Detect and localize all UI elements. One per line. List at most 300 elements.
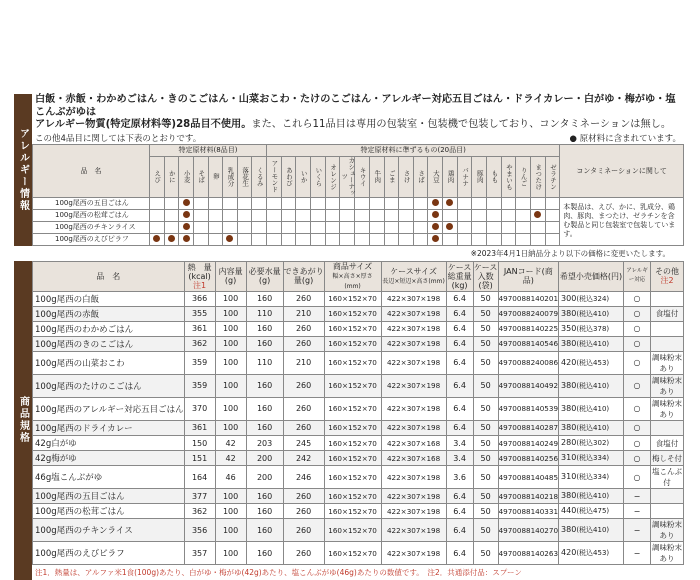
price-tax: (税込334) [576,454,609,462]
cell-price [559,336,624,351]
cell-price [559,519,624,542]
allergen-cell [208,221,223,233]
table-row [33,435,684,450]
cell-jan: 4970088140539 [498,397,558,420]
allergen-cell [472,233,487,245]
allergen-cell [311,209,326,221]
contains-dot-icon [446,199,453,206]
allergen-cell [296,233,311,245]
allergen-cell [413,197,428,209]
cell-net: 100 [215,321,246,336]
cell-net: 100 [215,420,246,435]
product-name: 42g梅がゆ [33,451,185,466]
cell-case: 422×307×198 [381,504,446,519]
table-row [33,336,684,351]
allergen-header: 落花生 [237,156,252,197]
price-tax: (税込453) [576,359,609,367]
table-row [33,504,684,519]
allergen-cell [545,197,560,209]
price-value: 380 [561,491,576,500]
cell-water: 160 [246,489,283,504]
cell-price [559,351,624,374]
contains-dot-icon [432,235,439,242]
cell-jan: 4970088140331 [498,504,558,519]
cell-kcal: 150 [184,435,215,450]
cell-net: 46 [215,466,246,489]
contains-dot-icon [432,223,439,230]
table-row [33,420,684,435]
cell-alg: ○ [624,420,651,435]
cell-net: 100 [215,519,246,542]
cell-kcal: 377 [184,489,215,504]
cell-water: 200 [246,466,283,489]
cell-water: 203 [246,435,283,450]
allergen-header: カシューナッツ [340,156,355,197]
cell-weight: 6.4 [446,519,473,542]
allergen-header: あわび [281,156,296,197]
allergen-cell [369,233,384,245]
allergen-cell [149,209,164,221]
cell-price [559,451,624,466]
allergen-cell [193,209,208,221]
price-tax: (税込453) [576,549,609,557]
allergen-cell [281,221,296,233]
allergen-cell [399,233,414,245]
cell-net: 100 [215,542,246,565]
cell-alg: ○ [624,351,651,374]
table-row [33,306,684,321]
cell-other: 食塩付 [651,306,684,321]
allergen-cell [179,233,194,245]
cell-kcal: 370 [184,397,215,420]
price-value: 380 [561,309,576,318]
cell-price [559,374,624,397]
cell-alg: ○ [624,291,651,306]
cell-case: 422×307×168 [381,451,446,466]
cell-done: 260 [283,321,324,336]
cell-net: 100 [215,374,246,397]
allergen-cell [252,233,267,245]
allergen-header: バナナ [457,156,472,197]
cell-qty: 50 [473,321,498,336]
price-tax: (税込334) [576,473,609,481]
allergen-cell [252,221,267,233]
allergen-cell [164,221,179,233]
price-value: 280 [561,438,576,447]
cell-price [559,321,624,336]
cell-weight: 6.4 [446,397,473,420]
cell-other: 食塩付 [651,435,684,450]
cell-case: 422×307×198 [381,466,446,489]
cell-price [559,397,624,420]
allergen-header: りんご [516,156,531,197]
allergen-cell [369,209,384,221]
cell-kcal: 359 [184,374,215,397]
cell-jan: 4970088140225 [498,321,558,336]
cell-other: 調味粉末あり [651,374,684,397]
table-row [33,291,684,306]
allergen-cell [325,209,340,221]
cell-kcal: 361 [184,420,215,435]
cell-case: 422×307×198 [381,489,446,504]
allergen-cell [384,233,399,245]
allergen-cell [501,197,516,209]
cell-jan: 4970088140546 [498,336,558,351]
cell-qty: 50 [473,542,498,565]
allergen-cell [457,209,472,221]
allergen-cell [355,197,370,209]
allergen-cell [501,233,516,245]
cell-done: 260 [283,397,324,420]
cell-net: 100 [215,397,246,420]
cell-weight: 3.4 [446,451,473,466]
cell-alg: − [624,504,651,519]
product-name: 100g尾西のきのこごはん [33,336,185,351]
price-tax: (税込475) [576,507,609,515]
product-name: 100g尾西の山菜おこわ [33,351,185,374]
cell-water: 110 [246,306,283,321]
table-row [33,519,684,542]
cell-kcal: 355 [184,306,215,321]
cell-size: 160×152×70 [324,489,381,504]
col-water: 必要水量(g) [246,261,283,291]
allergen-cell [311,233,326,245]
allergy-col-name: 品 名 [33,144,150,197]
allergen-cell [296,197,311,209]
allergy-section-label: アレルギー情報 [14,94,32,246]
cell-kcal: 362 [184,504,215,519]
products-section [14,261,684,580]
cell-case: 422×307×198 [381,519,446,542]
allergen-cell [355,209,370,221]
allergen-header: 牛肉 [369,156,384,197]
allergen-cell [281,209,296,221]
cell-qty: 50 [473,435,498,450]
cell-alg: ○ [624,466,651,489]
col-qty: ケース入数(袋) [473,261,498,291]
cell-other [651,336,684,351]
cell-size: 160×152×70 [324,336,381,351]
allergen-cell [267,197,282,209]
col-other: その他 注2 [651,261,684,291]
allergen-header: まつたけ [530,156,545,197]
cell-jan: 4970088140218 [498,489,558,504]
allergen-header: 乳成分 [223,156,238,197]
product-name: 46g塩こんぶがゆ [33,466,185,489]
allergen-cell [443,197,458,209]
price-tax: (税込302) [576,439,609,447]
allergen-header: かに [164,156,179,197]
cell-other: 調味粉末あり [651,351,684,374]
cell-price [559,306,624,321]
allergy-row [33,197,684,209]
cell-weight: 6.4 [446,489,473,504]
allergen-cell [193,233,208,245]
table-row [33,321,684,336]
cell-water: 160 [246,519,283,542]
intro-bold: 白飯・赤飯・わかめごはん・きのこごはん・山菜おこわ・たけのこごはん・アレルギー対応五目ごはん・ドライカレー・白がゆ・梅がゆ・塩こんぶがゆは [35,94,676,118]
cell-other: 調味粉末あり [651,519,684,542]
price-value: 350 [561,324,576,333]
allergy-row-name: 100g尾西の五目ごはん [33,197,150,209]
table-row [33,374,684,397]
allergen-cell [340,233,355,245]
allergen-cell [487,221,502,233]
allergen-cell [237,221,252,233]
allergen-cell [208,209,223,221]
allergen-header: いか [296,156,311,197]
cell-jan: 4970088140263 [498,542,558,565]
cell-weight: 6.4 [446,321,473,336]
allergen-cell [223,209,238,221]
cell-price [559,466,624,489]
allergen-cell [413,233,428,245]
cell-size: 160×152×70 [324,542,381,565]
allergen-header: アーモンド [267,156,282,197]
allergen-header: 小麦 [179,156,194,197]
col-size: 商品サイズ 幅×高さ×厚さ(mm) [324,261,381,291]
product-name: 100g尾西の五目ごはん [33,489,185,504]
price-value: 380 [561,339,576,348]
cell-kcal: 359 [184,351,215,374]
cell-other: 梅しそ付 [651,451,684,466]
cell-size: 160×152×70 [324,451,381,466]
cell-jan: 4970088140201 [498,291,558,306]
allergen-cell [208,197,223,209]
allergen-header: さけ [399,156,414,197]
contains-dot-icon [153,235,160,242]
intro-normal: また、これら11品目は専用の包装室・包装機で包装しており、コンタミネーションは無し。 [251,119,671,130]
contains-dot-icon [534,211,541,218]
allergen-cell [516,233,531,245]
intro-other: この他4品目に関しては下表のとおりです。 [35,132,201,144]
price-value: 440 [561,506,576,515]
cell-other [651,291,684,306]
allergen-cell [428,233,443,245]
allergen-header: 鶏肉 [443,156,458,197]
cell-done: 242 [283,451,324,466]
allergen-cell [252,209,267,221]
product-name: 100g尾西のえびピラフ [33,542,185,565]
allergen-cell [457,221,472,233]
cell-other: 調味粉末あり [651,397,684,420]
cell-weight: 3.6 [446,466,473,489]
allergen-cell [428,221,443,233]
cell-qty: 50 [473,374,498,397]
contains-dot-icon [183,235,190,242]
allergen-cell [179,197,194,209]
products-section-label: 商品規格 [14,261,32,580]
product-name: 100g尾西のチキンライス [33,519,185,542]
col-name: 品 名 [33,261,185,291]
cell-weight: 6.4 [446,351,473,374]
cell-net: 42 [215,451,246,466]
cell-size: 160×152×70 [324,321,381,336]
cell-size: 160×152×70 [324,504,381,519]
table-row [33,489,684,504]
cell-weight: 6.4 [446,420,473,435]
allergen-cell [237,197,252,209]
allergen-cell [311,197,326,209]
allergen-cell [267,233,282,245]
cell-kcal: 357 [184,542,215,565]
cell-done: 246 [283,466,324,489]
price-note: ※2023年4月1日納品分より以下の価格に変更いたします。 [14,246,684,261]
allergen-cell [428,209,443,221]
col-alg: アレルギー対応 [624,261,651,291]
cell-qty: 50 [473,519,498,542]
cell-case: 422×307×198 [381,374,446,397]
cell-water: 160 [246,291,283,306]
allergen-cell [530,221,545,233]
allergy-row-name: 100g尾西の松茸ごはん [33,209,150,221]
cell-size: 160×152×70 [324,397,381,420]
allergen-header: さば [413,156,428,197]
cell-size: 160×152×70 [324,306,381,321]
cell-alg: ○ [624,306,651,321]
cell-price [559,435,624,450]
price-tax: (税込378) [576,325,609,333]
product-name: 100g尾西のドライカレー [33,420,185,435]
cell-size: 160×152×70 [324,291,381,306]
allergen-cell [223,233,238,245]
allergen-cell [252,197,267,209]
allergen-cell [413,221,428,233]
cell-jan: 4970088140256 [498,451,558,466]
cell-jan: 4970088140287 [498,420,558,435]
price-value: 420 [561,548,576,557]
cell-done: 260 [283,291,324,306]
col-jan: JANコード(商品) [498,261,558,291]
contains-dot-icon [183,199,190,206]
cell-alg: ○ [624,374,651,397]
cell-other [651,420,684,435]
allergen-cell [501,221,516,233]
allergy-row-name: 100g尾西のえびピラフ [33,233,150,245]
allergen-cell [296,209,311,221]
cell-price [559,420,624,435]
footnote: 注1．熱量は、アルファ米1食(100g)あたり、白がゆ・梅がゆ(42g)あたり、塩こんぶがゆ(46g)あたりの数値です。 注2．共通添付品：スプーン [32,565,684,580]
cell-water: 160 [246,321,283,336]
allergen-cell [369,197,384,209]
col-done: できあがり量(g) [283,261,324,291]
cell-alg: ○ [624,336,651,351]
price-tax: (税込410) [576,382,609,390]
cell-weight: 6.4 [446,336,473,351]
price-value: 420 [561,358,576,367]
allergen-cell [325,233,340,245]
allergen-cell [487,233,502,245]
cell-size: 160×152×70 [324,466,381,489]
allergen-cell [399,197,414,209]
price-tax: (税込410) [576,340,609,348]
cell-net: 100 [215,504,246,519]
allergen-cell [149,233,164,245]
allergen-cell [179,221,194,233]
cell-done: 210 [283,306,324,321]
allergen-cell [530,197,545,209]
cell-size: 160×152×70 [324,420,381,435]
cell-case: 422×307×198 [381,542,446,565]
cell-other: 調味粉末あり [651,542,684,565]
allergen-cell [267,221,282,233]
allergen-cell [501,209,516,221]
cell-kcal: 164 [184,466,215,489]
allergen-header: オレンジ [325,156,340,197]
product-name: 100g尾西のたけのこごはん [33,374,185,397]
product-name: 42g白がゆ [33,435,185,450]
allergen-cell [457,233,472,245]
allergen-cell [281,233,296,245]
cell-water: 160 [246,374,283,397]
product-name: 100g尾西のわかめごはん [33,321,185,336]
allergen-cell [149,221,164,233]
allergen-cell [267,209,282,221]
cell-net: 100 [215,351,246,374]
price-tax: (税込324) [576,295,609,303]
allergen-header: やまいも [501,156,516,197]
table-row [33,542,684,565]
cell-qty: 50 [473,420,498,435]
allergy-row-name: 100g尾西のチキンライス [33,221,150,233]
allergen-cell [149,197,164,209]
product-name: 100g尾西のアレルギー対応五目ごはん [33,397,185,420]
allergen-cell [472,197,487,209]
col-price: 希望小売価格(円) [559,261,624,291]
allergen-header: そば [193,156,208,197]
allergen-cell [296,221,311,233]
allergen-cell [164,233,179,245]
allergen-header: えび [149,156,164,197]
cell-jan: 4970088240086 [498,351,558,374]
allergen-cell [457,197,472,209]
cell-kcal: 151 [184,451,215,466]
cell-size: 160×152×70 [324,374,381,397]
cell-alg: − [624,489,651,504]
allergy-intro [32,94,684,132]
cell-qty: 50 [473,451,498,466]
cell-done: 260 [283,519,324,542]
cell-case: 422×307×198 [381,420,446,435]
allergen-cell [487,209,502,221]
cell-other [651,321,684,336]
allergen-header: いくら [311,156,326,197]
contains-dot-icon [183,211,190,218]
col-weight: ケース総重量(kg) [446,261,473,291]
cell-jan: 4970088140270 [498,519,558,542]
cell-case: 422×307×198 [381,291,446,306]
allergen-cell [208,233,223,245]
product-name: 100g尾西の松茸ごはん [33,504,185,519]
allergen-cell [530,209,545,221]
contains-dot-icon [168,235,175,242]
contains-dot-icon [446,223,453,230]
cell-water: 160 [246,397,283,420]
allergen-header: ゼラチン [545,156,560,197]
cell-weight: 6.4 [446,374,473,397]
intro-bold2: アレルギー物質(特定原材料等)28品目不使用。 [35,119,251,130]
allergen-cell [443,221,458,233]
cell-size: 160×152×70 [324,351,381,374]
cell-done: 260 [283,374,324,397]
table-row [33,451,684,466]
allergen-header: もも [487,156,502,197]
cell-weight: 6.4 [446,306,473,321]
allergen-cell [340,221,355,233]
allergen-cell [281,197,296,209]
allergen-cell [516,209,531,221]
allergen-cell [355,221,370,233]
